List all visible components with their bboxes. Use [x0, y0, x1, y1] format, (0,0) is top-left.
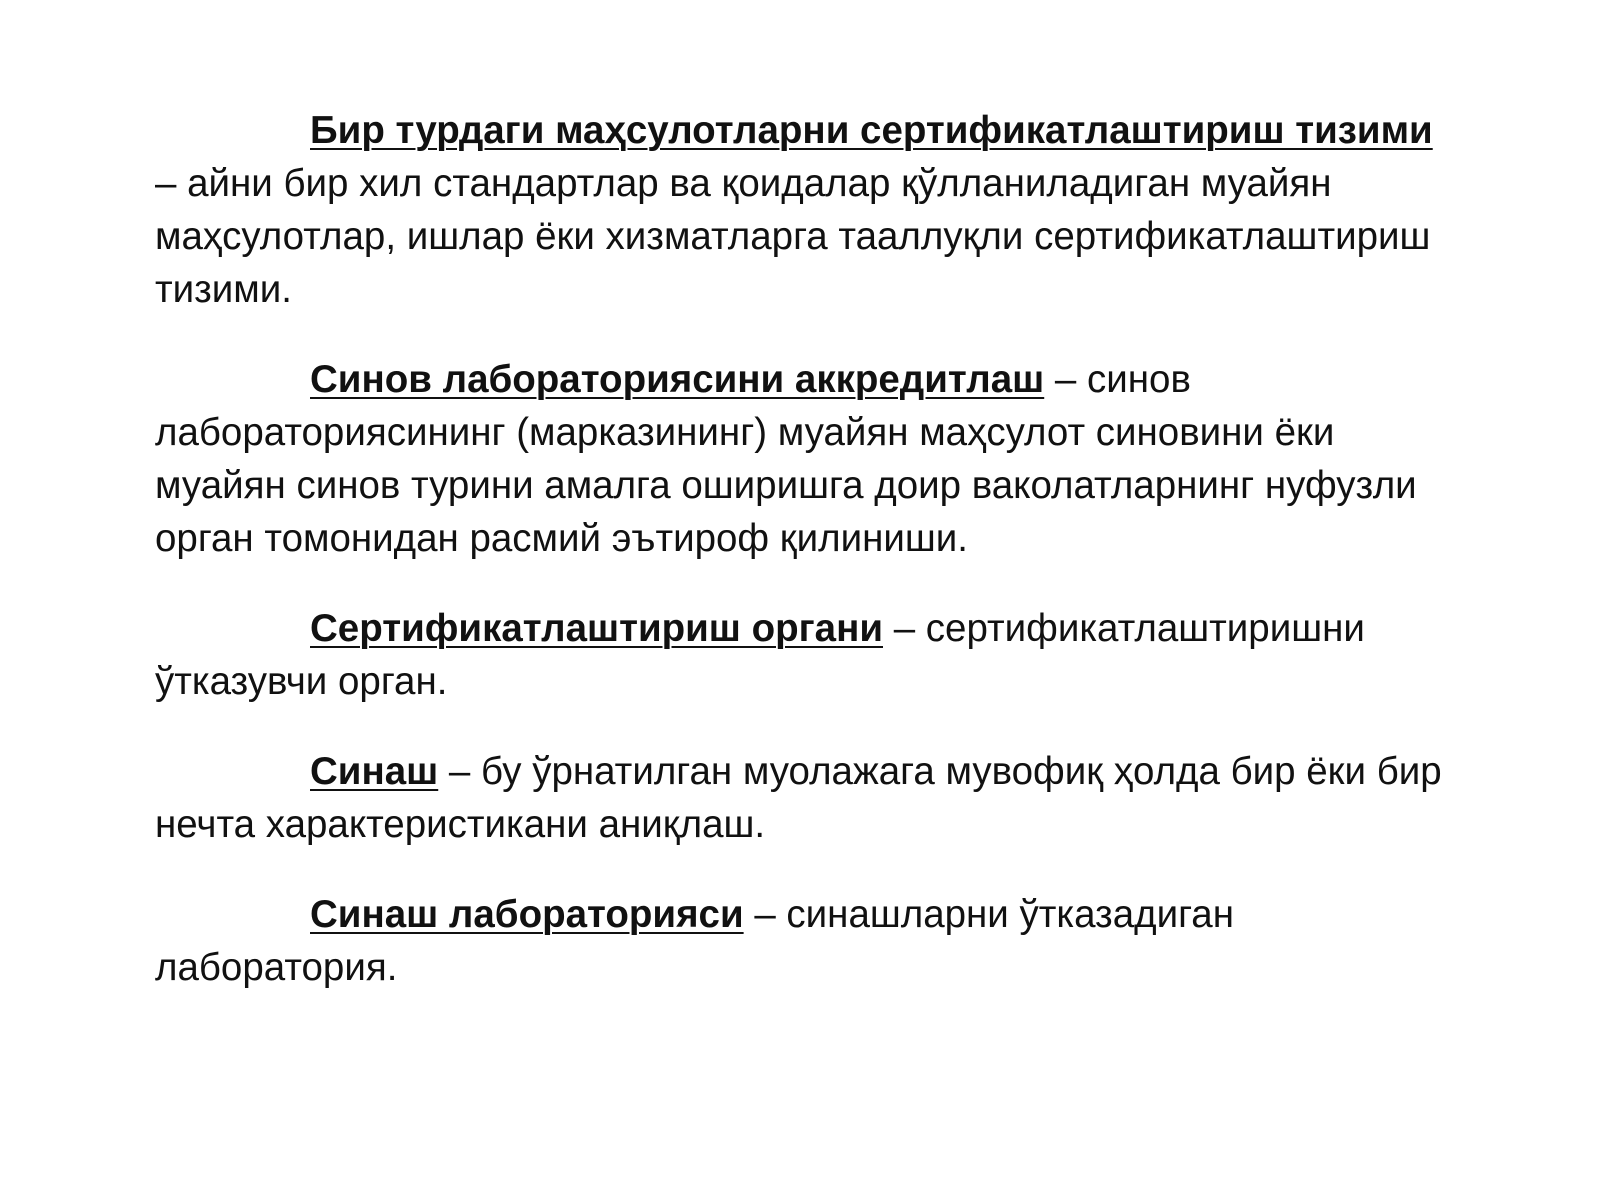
- definition-term: Синов лабораториясини аккредитлаш: [310, 358, 1045, 401]
- definition-text: – сертификатлаштиришни ўтказувчи орган.: [155, 607, 1365, 703]
- definition-text: – синов лабораториясининг (марказининг) муайян маҳсулот синовини ёки муайян синов турини амалга оширишга доир ваколатларнинг нуфузли орган томонидан расмий эътироф қилиниши.: [155, 358, 1417, 560]
- definition-text: – айни бир хил стандартлар ва қоидалар қўлланиладиган муайян маҳсулотлар, ишлар ёки хизматларга тааллуқли сертификатлаштириш тизими.: [155, 162, 1431, 311]
- definition-lab-accreditation: [155, 353, 1455, 565]
- definition-term: Синаш: [310, 750, 439, 793]
- definition-testing: [155, 745, 1455, 851]
- definition-text: – бу ўрнатилган муолажага мувофиқ ҳолда бир ёки бир нечта характеристикани аниқлаш.: [155, 750, 1442, 846]
- definition-term: Сертификатлаштириш органи: [310, 607, 883, 650]
- definition-certification-body: [155, 602, 1455, 708]
- definition-term: Синаш лабораторияси: [310, 893, 744, 936]
- definitions-list: [155, 104, 1455, 994]
- definition-certification-system: [155, 104, 1455, 316]
- definition-text: – синашларни ўтказадиган лаборатория.: [155, 893, 1234, 989]
- definition-term: Бир турдаги маҳсулотларни сертификатлаштириш тизими: [310, 109, 1433, 152]
- definition-testing-laboratory: [155, 888, 1455, 994]
